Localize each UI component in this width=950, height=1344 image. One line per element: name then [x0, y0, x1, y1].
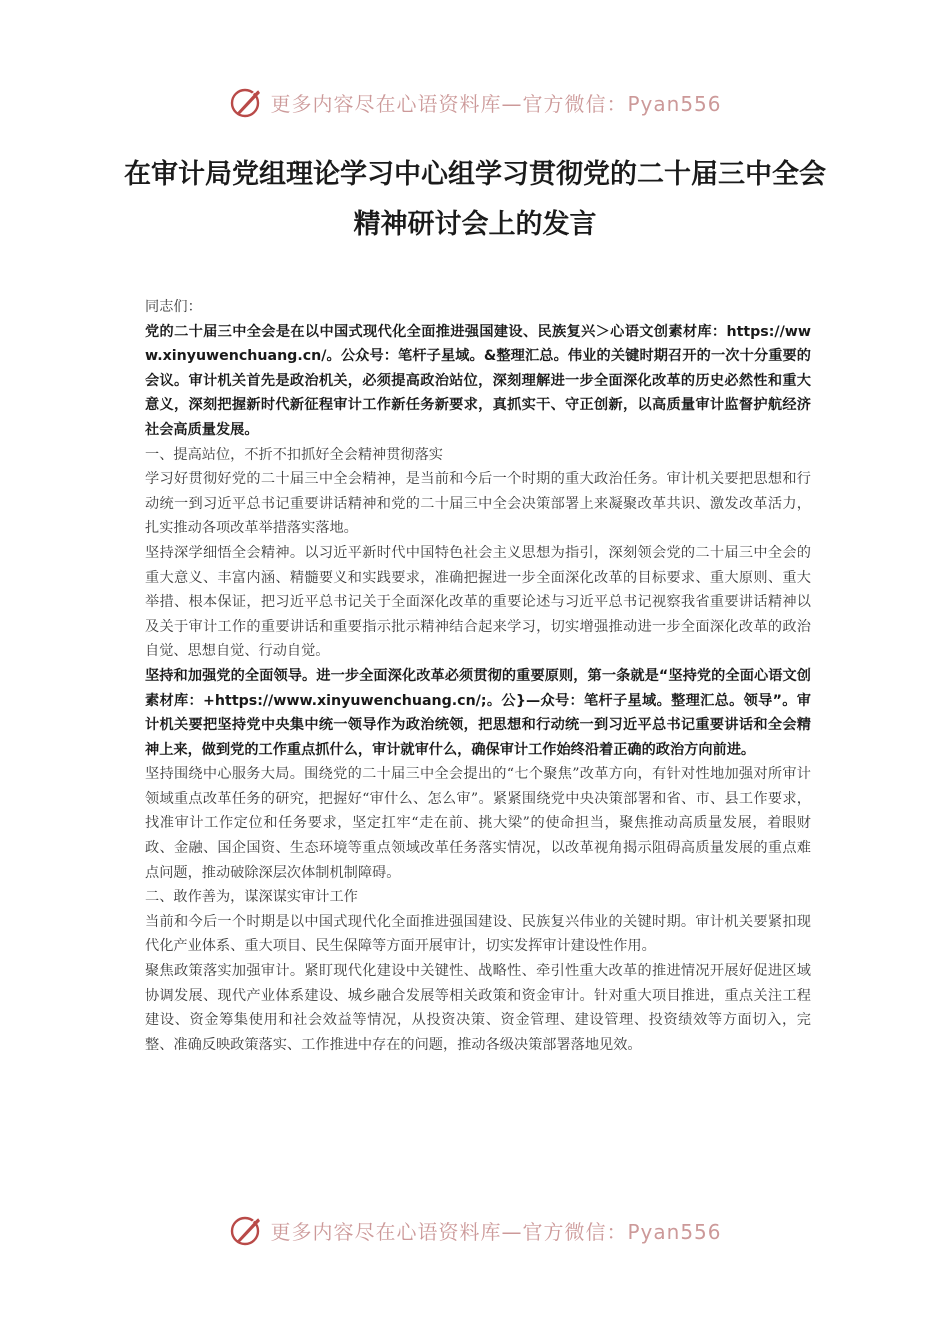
paragraph: 学习好贯彻好党的二十届三中全会精神，是当前和今后一个时期的重大政治任务。审计机关要把思想和行动统一到习近平总书记重要讲话精神和党的二十届三中全会决策部署上来凝聚改革共识、激发改革活力，扎实推动各项改革举措落实落地。 [145, 471, 811, 537]
paragraph: 坚持围绕中心服务大局。围绕党的二十届三中全会提出的“七个聚焦”改革方向，有针对性地加强对所审计领域重点改革任务的研究，把握好“审什么、怎么审”。紧紧围绕党中央决策部署和省、市、县工作要求，找准审计工作定位和任务要求，坚定扛牢“走在前、挑大梁”的使命担当，聚焦推动高质量发展，着眼财政、金融、国企国资、生态环境等重点领域改革任务落实情况，以改革视角揭示阻碍高质量发展的重点难点问题，推动破除深层次体制机制障碍。 [145, 766, 811, 881]
paragraph: 聚焦政策落实加强审计。紧盯现代化建设中关键性、战略性、牵引性重大改革的推进情况开展好促进区域协调发展、现代产业体系建设、城乡融合发展等相关政策和资金审计。针对重大项目推进，重点关注工程建设、资金筹集使用和社会效益等情况，从投资决策、资金管理、建设管理、投资绩效等方面切入，完整、准确反映政策落实、工作推进中存在的问题，推动各级决策部署落地见效。 [145, 963, 811, 1053]
header-banner [0, 82, 950, 122]
quill-pen-logo-icon [228, 84, 264, 120]
paragraph: 坚持深学细悟全会精神。以习近平新时代中国特色社会主义思想为指引，深刻领会党的二十届三中全会的重大意义、丰富内涵、精髓要义和实践要求，准确把握进一步全面深化改革的目标要求、重大原则、重大举措、根本保证，把习近平总书记关于全面深化改革的重要论述与习近平总书记视察我省重要讲话精神以及关于审计工作的重要讲话和重要指示批示精神结合起来学习，切实增强推动进一步全面深化改革的政治自觉、思想自觉、行动自觉。 [145, 544, 811, 660]
page-title: 在审计局党组理论学习中心组学习贯彻党的二十届三中全会精神研讨会上的发言 [124, 159, 826, 240]
banner-text: 更多内容尽在心语资料库—官方微信：Pyan556 [270, 1219, 722, 1244]
banner-text: 更多内容尽在心语资料库—官方微信：Pyan556 [270, 91, 722, 116]
salutation: 同志们： [145, 299, 202, 315]
paragraph: 当前和今后一个时期是以中国式现代化全面推进强国建设、民族复兴伟业的关键时期。审计机关要紧扣现代化产业体系、重大项目、民生保障等方面开展审计，切实发挥审计建设性作用。 [145, 913, 811, 955]
wechat-id: Pyan556 [627, 1219, 722, 1244]
document-body [145, 295, 811, 1057]
paragraph-bold: 坚持和加强党的全面领导。进一步全面深化改革必须贯彻的重要原则，第一条就是“坚持党的全面心语文创素材库：+https://www.xinyuwenchuang.cn/;。公}—众号：笔杆子星域。整理汇总。领导”。审计机关要把坚持党中央集中统一领导作为政治统领，把思想和行动统一到习近平总书记重要讲话和全会精神上来，做到党的工作重点抓什么，审计就审什么，确保审计工作始终沿着正确的政治方向前进。 [145, 667, 811, 758]
footer-banner [0, 1210, 950, 1250]
section-heading-2: 二、敢作善为，谋深谋实审计工作 [145, 889, 358, 906]
wechat-id: Pyan556 [627, 91, 722, 116]
paragraph-intro: 党的二十届三中全会是在以中国式现代化全面推进强国建设、民族复兴＞心语文创素材库：https://www.xinyuwenchuang.cn/。公众号：笔杆子星域。&整理汇总。伟业的关键时期召开的一次十分重要的会议。审计机关首先是政治机关，必须提高政治站位，深刻理解进一步全面深化改革的历史必然性和重大意义，深刻把握新时代新征程审计工作新任务新要求，真抓实干、守正创新，以高质量审计监督护航经济社会高质量发展。 [145, 323, 811, 438]
quill-pen-logo-icon [228, 1212, 264, 1248]
section-heading-1: 一、提高站位，不折不扣抓好全会精神贯彻落实 [145, 446, 443, 463]
